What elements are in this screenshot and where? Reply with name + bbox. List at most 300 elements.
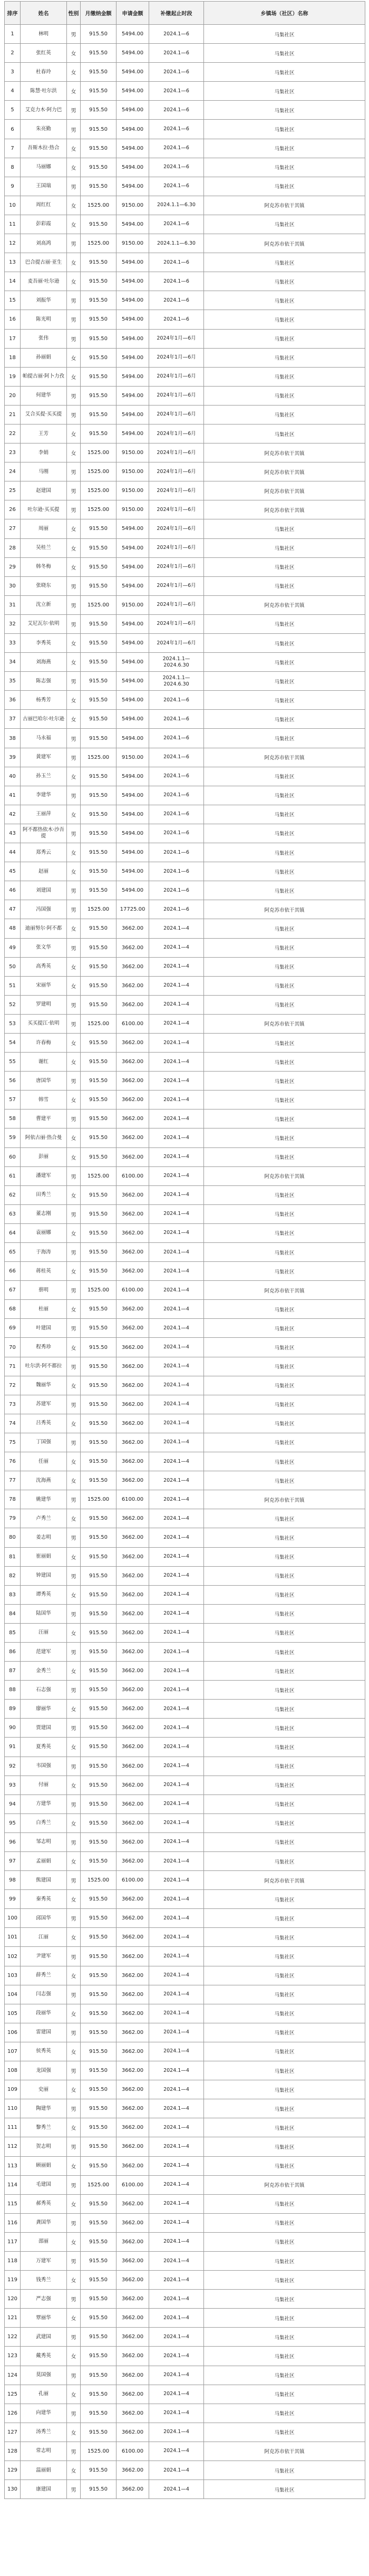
cell-gender: 男 xyxy=(67,500,81,519)
table-row xyxy=(5,1357,365,1376)
cell-index: 42 xyxy=(5,805,21,824)
cell-applied-amount: 3662.00 xyxy=(116,1928,149,1947)
table-row xyxy=(5,272,365,291)
cell-period: 2024.1—4 xyxy=(149,2251,204,2270)
cell-gender: 女 xyxy=(67,976,81,995)
table-row xyxy=(5,1909,365,1928)
cell-community: 马集社区 xyxy=(204,1547,365,1566)
table-row xyxy=(5,767,365,786)
cell-community: 马集社区 xyxy=(204,1223,365,1242)
cell-period: 2024年1月—6月 xyxy=(149,405,204,424)
cell-index: 123 xyxy=(5,2347,21,2366)
cell-index: 73 xyxy=(5,1395,21,1414)
table-row xyxy=(5,1547,365,1566)
cell-name: 韦国强 xyxy=(21,1757,67,1776)
cell-monthly-amount: 915.50 xyxy=(81,1262,116,1281)
cell-applied-amount: 3662.00 xyxy=(116,2118,149,2137)
cell-community: 马集社区 xyxy=(204,424,365,443)
cell-gender: 女 xyxy=(67,1147,81,1166)
cell-name: 崔丽娟 xyxy=(21,1547,67,1566)
cell-name: 陶建华 xyxy=(21,2099,67,2118)
table-row xyxy=(5,843,365,862)
cell-index: 109 xyxy=(5,2080,21,2099)
cell-applied-amount: 6100.00 xyxy=(116,1281,149,1300)
cell-community: 马集社区 xyxy=(204,329,365,348)
cell-applied-amount: 3662.00 xyxy=(116,976,149,995)
cell-name: 王芳 xyxy=(21,424,67,443)
cell-period: 2024.1—6 xyxy=(149,215,204,234)
cell-index: 62 xyxy=(5,1185,21,1204)
cell-period: 2024.1—6 xyxy=(149,824,204,843)
cell-monthly-amount: 915.50 xyxy=(81,2137,116,2156)
cell-period: 2024.1—4 xyxy=(149,1185,204,1204)
cell-monthly-amount: 915.50 xyxy=(81,1033,116,1052)
cell-index: 112 xyxy=(5,2137,21,2156)
cell-gender: 男 xyxy=(67,2480,81,2499)
cell-period: 2024.1—4 xyxy=(149,2175,204,2194)
table-row xyxy=(5,1928,365,1947)
cell-community: 阿克苏市依干其镇 xyxy=(204,2175,365,2194)
cell-period: 2024.1—4 xyxy=(149,1813,204,1832)
cell-name: 叶建国 xyxy=(21,1319,67,1338)
cell-applied-amount: 9150.00 xyxy=(116,234,149,253)
cell-period: 2024.1—6 xyxy=(149,862,204,881)
cell-period: 2024.1—4 xyxy=(149,2004,204,2023)
table-row xyxy=(5,786,365,805)
cell-index: 18 xyxy=(5,348,21,367)
cell-applied-amount: 3662.00 xyxy=(116,1091,149,1109)
table-row xyxy=(5,443,365,462)
table-row xyxy=(5,2385,365,2404)
cell-applied-amount: 3662.00 xyxy=(116,1262,149,1281)
cell-community: 马集社区 xyxy=(204,1509,365,1528)
cell-index: 93 xyxy=(5,1776,21,1794)
cell-community: 马集社区 xyxy=(204,177,365,196)
table-row xyxy=(5,1414,365,1433)
cell-period: 2024年1月—6月 xyxy=(149,481,204,500)
cell-name: 于海涛 xyxy=(21,1243,67,1262)
table-row xyxy=(5,1528,365,1547)
cell-monthly-amount: 915.50 xyxy=(81,310,116,329)
cell-period: 2024.1—6 xyxy=(149,177,204,196)
cell-gender: 男 xyxy=(67,1985,81,2004)
cell-community: 马集社区 xyxy=(204,1528,365,1547)
cell-index: 51 xyxy=(5,976,21,995)
table-row xyxy=(5,881,365,900)
cell-name: 莫国强 xyxy=(21,2366,67,2385)
cell-community: 马集社区 xyxy=(204,710,365,729)
cell-index: 75 xyxy=(5,1433,21,1452)
cell-gender: 女 xyxy=(67,691,81,710)
cell-index: 86 xyxy=(5,1642,21,1661)
table-row xyxy=(5,1738,365,1757)
cell-period: 2024.1—4 xyxy=(149,1319,204,1338)
cell-monthly-amount: 915.50 xyxy=(81,1623,116,1642)
cell-name: 林明 xyxy=(21,25,67,44)
cell-community: 阿克苏市依干其镇 xyxy=(204,234,365,253)
cell-applied-amount: 5494.00 xyxy=(116,634,149,653)
table-row xyxy=(5,2137,365,2156)
cell-gender: 女 xyxy=(67,2156,81,2175)
cell-community: 马集社区 xyxy=(204,976,365,995)
cell-name: 温丽娟 xyxy=(21,2461,67,2480)
cell-community: 马集社区 xyxy=(204,519,365,538)
cell-monthly-amount: 915.50 xyxy=(81,44,116,63)
cell-name: 吕秀英 xyxy=(21,1414,67,1433)
table-row xyxy=(5,1204,365,1223)
cell-applied-amount: 5494.00 xyxy=(116,614,149,633)
cell-gender: 男 xyxy=(67,900,81,919)
cell-monthly-amount: 915.50 xyxy=(81,881,116,900)
cell-gender: 女 xyxy=(67,1376,81,1395)
cell-gender: 女 xyxy=(67,63,81,82)
cell-monthly-amount: 915.50 xyxy=(81,1794,116,1813)
cell-index: 106 xyxy=(5,2023,21,2042)
cell-period: 2024.1—4 xyxy=(149,1623,204,1642)
cell-monthly-amount: 915.50 xyxy=(81,2213,116,2232)
cell-index: 77 xyxy=(5,1471,21,1490)
cell-index: 12 xyxy=(5,234,21,253)
cell-name: 曹建平 xyxy=(21,1109,67,1128)
table-row xyxy=(5,1128,365,1147)
cell-name: 郝秀英 xyxy=(21,2194,67,2213)
cell-index: 100 xyxy=(5,1909,21,1928)
table-row xyxy=(5,1794,365,1813)
cell-monthly-amount: 915.50 xyxy=(81,348,116,367)
cell-gender: 男 xyxy=(67,576,81,595)
table-row xyxy=(5,1604,365,1623)
cell-period: 2024.1—4 xyxy=(149,2328,204,2347)
table-row xyxy=(5,1623,365,1642)
cell-name: 史丽 xyxy=(21,2080,67,2099)
cell-name: 古丽巴哈尔·吐尔逊 xyxy=(21,710,67,729)
cell-gender: 男 xyxy=(67,824,81,843)
cell-applied-amount: 3662.00 xyxy=(116,1700,149,1719)
cell-community: 马集社区 xyxy=(204,1832,365,1851)
cell-monthly-amount: 915.50 xyxy=(81,1528,116,1547)
table-row xyxy=(5,367,365,386)
cell-gender: 男 xyxy=(67,938,81,957)
cell-community: 马集社区 xyxy=(204,348,365,367)
cell-gender: 女 xyxy=(67,253,81,272)
cell-applied-amount: 3662.00 xyxy=(116,1985,149,2004)
cell-index: 108 xyxy=(5,2061,21,2080)
cell-gender: 女 xyxy=(67,139,81,158)
cell-monthly-amount: 915.50 xyxy=(81,1681,116,1700)
cell-applied-amount: 5494.00 xyxy=(116,329,149,348)
cell-name: 李建华 xyxy=(21,786,67,805)
cell-gender: 男 xyxy=(67,1681,81,1700)
cell-period: 2024年1月—6月 xyxy=(149,576,204,595)
cell-index: 33 xyxy=(5,634,21,653)
table-row xyxy=(5,1700,365,1719)
cell-gender: 女 xyxy=(67,1776,81,1794)
cell-applied-amount: 5494.00 xyxy=(116,367,149,386)
cell-monthly-amount: 915.50 xyxy=(81,82,116,101)
cell-monthly-amount: 915.50 xyxy=(81,2461,116,2480)
cell-community: 马集社区 xyxy=(204,1319,365,1338)
cell-gender: 女 xyxy=(67,1262,81,1281)
cell-monthly-amount: 915.50 xyxy=(81,424,116,443)
cell-name: 刘海燕 xyxy=(21,653,67,672)
cell-monthly-amount: 1525.00 xyxy=(81,1490,116,1509)
cell-index: 44 xyxy=(5,843,21,862)
cell-gender: 男 xyxy=(67,2328,81,2347)
cell-gender: 女 xyxy=(67,196,81,215)
table-row xyxy=(5,1509,365,1528)
cell-period: 2024.1—4 xyxy=(149,2080,204,2099)
cell-name: 韩冬梅 xyxy=(21,557,67,576)
cell-name: 吴桂兰 xyxy=(21,538,67,557)
cell-applied-amount: 3662.00 xyxy=(116,1185,149,1204)
cell-index: 22 xyxy=(5,424,21,443)
table-row xyxy=(5,1642,365,1661)
cell-index: 41 xyxy=(5,786,21,805)
cell-period: 2024.1—4 xyxy=(149,1604,204,1623)
cell-gender: 男 xyxy=(67,2251,81,2270)
cell-index: 23 xyxy=(5,443,21,462)
cell-index: 57 xyxy=(5,1091,21,1109)
cell-index: 125 xyxy=(5,2385,21,2404)
cell-community: 马集社区 xyxy=(204,2118,365,2137)
table-row xyxy=(5,1147,365,1166)
cell-applied-amount: 3662.00 xyxy=(116,1852,149,1871)
cell-community: 马集社区 xyxy=(204,1642,365,1661)
cell-gender: 男 xyxy=(67,25,81,44)
cell-applied-amount: 5494.00 xyxy=(116,386,149,405)
cell-community: 马集社区 xyxy=(204,2480,365,2499)
cell-period: 2024年1月—6月 xyxy=(149,519,204,538)
cell-name: 李娟 xyxy=(21,443,67,462)
cell-gender: 女 xyxy=(67,1452,81,1471)
cell-gender: 男 xyxy=(67,614,81,633)
cell-community: 马集社区 xyxy=(204,2004,365,2023)
cell-applied-amount: 3662.00 xyxy=(116,2423,149,2442)
table-row xyxy=(5,900,365,919)
cell-monthly-amount: 915.50 xyxy=(81,1128,116,1147)
cell-name: 程秀珍 xyxy=(21,1338,67,1357)
cell-monthly-amount: 915.50 xyxy=(81,1547,116,1566)
cell-gender: 女 xyxy=(67,1300,81,1319)
cell-name: 汤秀兰 xyxy=(21,2423,67,2442)
table-row xyxy=(5,2366,365,2385)
table-body xyxy=(5,25,365,2499)
cell-community: 马集社区 xyxy=(204,1852,365,1871)
cell-gender: 男 xyxy=(67,786,81,805)
cell-monthly-amount: 915.50 xyxy=(81,1757,116,1776)
cell-monthly-amount: 1525.00 xyxy=(81,595,116,614)
cell-monthly-amount: 915.50 xyxy=(81,158,116,177)
cell-period: 2024.1—4 xyxy=(149,1395,204,1414)
cell-gender: 女 xyxy=(67,424,81,443)
cell-period: 2024.1—6 xyxy=(149,900,204,919)
cell-monthly-amount: 915.50 xyxy=(81,1509,116,1528)
cell-applied-amount: 3662.00 xyxy=(116,1738,149,1757)
cell-index: 10 xyxy=(5,196,21,215)
cell-applied-amount: 3662.00 xyxy=(116,1300,149,1319)
cell-name: 马丽娜 xyxy=(21,158,67,177)
cell-community: 马集社区 xyxy=(204,1053,365,1072)
cell-community: 马集社区 xyxy=(204,2099,365,2118)
cell-applied-amount: 5494.00 xyxy=(116,44,149,63)
cell-monthly-amount: 915.50 xyxy=(81,1357,116,1376)
cell-period: 2024.1—4 xyxy=(149,2309,204,2328)
cell-applied-amount: 5494.00 xyxy=(116,139,149,158)
cell-community: 马集社区 xyxy=(204,1966,365,1985)
cell-community: 马集社区 xyxy=(204,1585,365,1604)
cell-index: 52 xyxy=(5,995,21,1014)
cell-monthly-amount: 915.50 xyxy=(81,786,116,805)
table-row xyxy=(5,1338,365,1357)
cell-applied-amount: 3662.00 xyxy=(116,957,149,976)
cell-gender: 女 xyxy=(67,1185,81,1204)
cell-period: 2024.1—4 xyxy=(149,2156,204,2175)
cell-community: 马集社区 xyxy=(204,25,365,44)
cell-gender: 女 xyxy=(67,1852,81,1871)
cell-community: 马集社区 xyxy=(204,1738,365,1757)
cell-community: 马集社区 xyxy=(204,1376,365,1395)
cell-community: 马集社区 xyxy=(204,1300,365,1319)
cell-period: 2024.1—6 xyxy=(149,101,204,120)
cell-community: 马集社区 xyxy=(204,2023,365,2042)
cell-monthly-amount: 915.50 xyxy=(81,1662,116,1681)
cell-name: 高秀英 xyxy=(21,957,67,976)
cell-gender: 女 xyxy=(67,538,81,557)
cell-community: 马集社区 xyxy=(204,2251,365,2270)
cell-gender: 女 xyxy=(67,519,81,538)
cell-period: 2024.1—6 xyxy=(149,139,204,158)
cell-index: 25 xyxy=(5,481,21,500)
cell-name: 阿不都热依木·沙吾提 xyxy=(21,824,67,843)
cell-applied-amount: 3662.00 xyxy=(116,1109,149,1128)
cell-monthly-amount: 915.50 xyxy=(81,576,116,595)
cell-monthly-amount: 915.50 xyxy=(81,805,116,824)
cell-monthly-amount: 915.50 xyxy=(81,1585,116,1604)
table-row xyxy=(5,44,365,63)
cell-index: 38 xyxy=(5,729,21,748)
cell-monthly-amount: 915.50 xyxy=(81,2080,116,2099)
cell-name: 艾尼瓦尔·依明 xyxy=(21,614,67,633)
cell-community: 马集社区 xyxy=(204,672,365,691)
cell-name: 姜志明 xyxy=(21,1528,67,1547)
cell-index: 71 xyxy=(5,1357,21,1376)
cell-period: 2024.1—4 xyxy=(149,2347,204,2366)
cell-applied-amount: 3662.00 xyxy=(116,1204,149,1223)
cell-period: 2024.1—4 xyxy=(149,957,204,976)
cell-period: 2024年1月—6月 xyxy=(149,367,204,386)
cell-index: 30 xyxy=(5,576,21,595)
cell-period: 2024年1月—6月 xyxy=(149,500,204,519)
cell-period: 2024年1月—6月 xyxy=(149,443,204,462)
table-row xyxy=(5,1433,365,1452)
cell-monthly-amount: 915.50 xyxy=(81,614,116,633)
cell-gender: 女 xyxy=(67,215,81,234)
table-row xyxy=(5,1776,365,1794)
table-row xyxy=(5,1566,365,1585)
cell-period: 2024.1—6 xyxy=(149,158,204,177)
cell-index: 39 xyxy=(5,748,21,767)
cell-community: 马集社区 xyxy=(204,2404,365,2423)
cell-community: 马集社区 xyxy=(204,1471,365,1490)
cell-applied-amount: 5494.00 xyxy=(116,519,149,538)
cell-applied-amount: 5494.00 xyxy=(116,63,149,82)
cell-name: 黎秀兰 xyxy=(21,2118,67,2137)
cell-period: 2024.1—4 xyxy=(149,1490,204,1509)
cell-period: 2024.1—4 xyxy=(149,1338,204,1357)
cell-period: 2024.1—4 xyxy=(149,2442,204,2461)
table-row xyxy=(5,595,365,614)
cell-name: 武建国 xyxy=(21,2328,67,2347)
cell-community: 马集社区 xyxy=(204,538,365,557)
cell-community: 马集社区 xyxy=(204,63,365,82)
cell-applied-amount: 3662.00 xyxy=(116,1662,149,1681)
cell-index: 82 xyxy=(5,1566,21,1585)
cell-period: 2024.1—6 xyxy=(149,82,204,101)
cell-monthly-amount: 915.50 xyxy=(81,2023,116,2042)
cell-gender: 男 xyxy=(67,291,81,310)
subsidy-table xyxy=(4,1,365,2499)
cell-monthly-amount: 915.50 xyxy=(81,1909,116,1928)
cell-monthly-amount: 915.50 xyxy=(81,1109,116,1128)
table-row xyxy=(5,2004,365,2023)
cell-community: 马集社区 xyxy=(204,1947,365,1966)
cell-index: 87 xyxy=(5,1662,21,1681)
cell-monthly-amount: 915.50 xyxy=(81,2404,116,2423)
cell-gender: 男 xyxy=(67,1109,81,1128)
cell-gender: 女 xyxy=(67,1547,81,1566)
cell-name: 潘建军 xyxy=(21,1166,67,1185)
table-row xyxy=(5,234,365,253)
cell-name: 吾斯木拉·热合 xyxy=(21,139,67,158)
cell-period: 2024.1—4 xyxy=(149,1985,204,2004)
cell-community: 马集社区 xyxy=(204,1338,365,1357)
cell-community: 马集社区 xyxy=(204,881,365,900)
cell-index: 53 xyxy=(5,1014,21,1033)
cell-community: 马集社区 xyxy=(204,2042,365,2061)
table-row xyxy=(5,614,365,633)
cell-name: 卢秀兰 xyxy=(21,1509,67,1528)
cell-monthly-amount: 915.50 xyxy=(81,2347,116,2366)
cell-index: 17 xyxy=(5,329,21,348)
cell-index: 102 xyxy=(5,1947,21,1966)
table-row xyxy=(5,519,365,538)
cell-period: 2024年1月—6月 xyxy=(149,614,204,633)
cell-monthly-amount: 915.50 xyxy=(81,2232,116,2251)
header-gender: 性别 xyxy=(67,2,81,25)
cell-period: 2024.1—6 xyxy=(149,291,204,310)
table-row xyxy=(5,1185,365,1204)
cell-community: 阿克苏市依干其镇 xyxy=(204,1871,365,1890)
cell-index: 60 xyxy=(5,1147,21,1166)
cell-name: 张文华 xyxy=(21,938,67,957)
cell-index: 13 xyxy=(5,253,21,272)
cell-applied-amount: 3662.00 xyxy=(116,1604,149,1623)
cell-period: 2024.1.1—6.30 xyxy=(149,234,204,253)
cell-monthly-amount: 915.50 xyxy=(81,2328,116,2347)
cell-period: 2024.1—4 xyxy=(149,1128,204,1147)
cell-index: 6 xyxy=(5,120,21,139)
cell-community: 马集社区 xyxy=(204,1719,365,1738)
cell-monthly-amount: 915.50 xyxy=(81,1985,116,2004)
cell-name: 吐尔洪·阿不都拉 xyxy=(21,1357,67,1376)
cell-monthly-amount: 915.50 xyxy=(81,1204,116,1223)
table-row xyxy=(5,1871,365,1890)
cell-name: 王国瑞 xyxy=(21,177,67,196)
cell-index: 58 xyxy=(5,1109,21,1128)
cell-index: 4 xyxy=(5,82,21,101)
cell-period: 2024.1.1—2024.6.30 xyxy=(149,653,204,672)
cell-period: 2024.1—6 xyxy=(149,25,204,44)
